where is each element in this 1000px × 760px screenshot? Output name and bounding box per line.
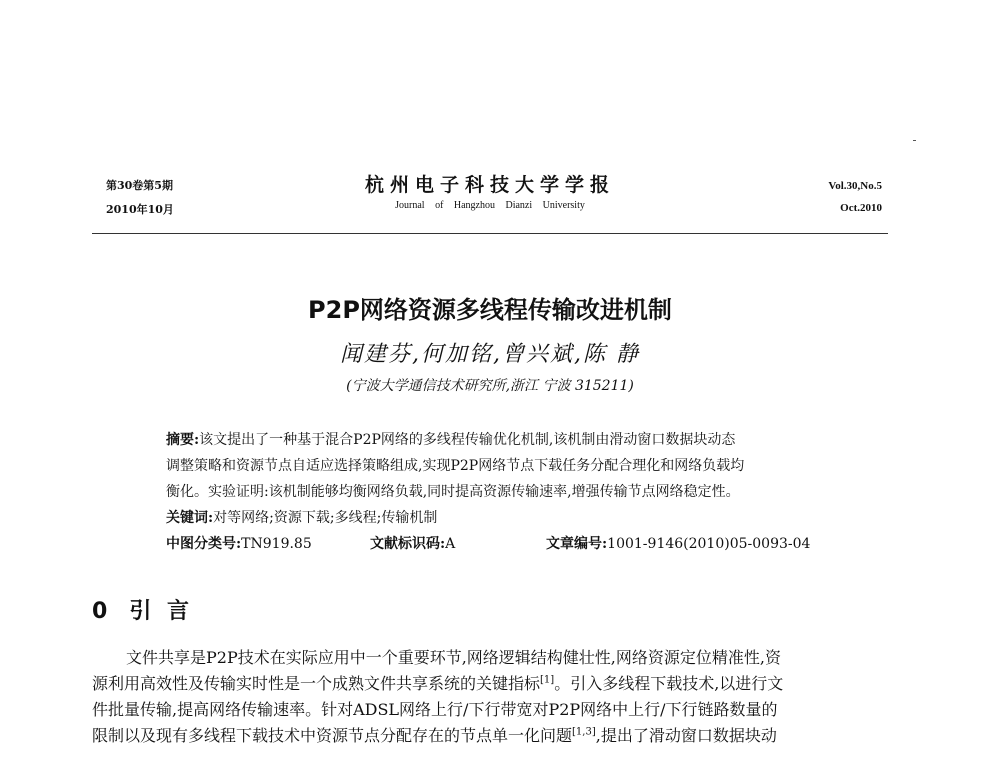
abstract-text: 该文提出了一种基于混合P2P网络的多线程传输优化机制,该机制由滑动窗口数据块动态 — [199, 432, 736, 448]
clc-number — [166, 534, 312, 554]
journal-title-cn: 杭州电子科技大学学报 — [364, 174, 615, 196]
body-text: 。引入多线程下载技术,以进行文 — [554, 674, 784, 693]
article-number — [546, 534, 810, 554]
body-line-3: 件批量传输,提高网络传输速率。针对ADSL网络上行/下行带宽对P2P网络中上行/下行链路数量的 — [92, 700, 778, 719]
keywords — [166, 508, 437, 528]
article-no-value: 1001-9146(2010)05-0093-04 — [607, 536, 811, 552]
journal-title-en: Journal of Hangzhou Dianzi University — [395, 200, 585, 211]
section-title: 引 言 — [129, 599, 193, 624]
doc-value: A — [445, 536, 456, 552]
abstract-line-2: 调整策略和资源节点自适应选择策略组成,实现P2P网络节点下载任务分配合理化和网络负载均 — [166, 458, 745, 474]
abstract-label: 摘要: — [166, 432, 200, 448]
doc-label: 文献标识码: — [370, 536, 446, 552]
keywords-text: 对等网络;资源下载;多线程;传输机制 — [213, 510, 438, 526]
article-authors: 闻建芬,何加铭,曾兴斌,陈 静 — [340, 342, 640, 367]
article-no-label: 文章编号: — [546, 536, 608, 552]
body-line-4 — [92, 723, 777, 749]
volume-issue-right: Vol.30,No.5 — [828, 180, 882, 192]
scan-mark — [913, 140, 916, 141]
article-title: P2P网络资源多线程传输改进机制 — [308, 296, 672, 324]
header-rule — [92, 233, 888, 234]
volume-issue-left: 第30卷第5期 — [106, 179, 173, 192]
body-text: 限制以及现有多线程下载技术中资源节点分配存在的节点单一化问题 — [92, 726, 573, 745]
citation-ref: [1] — [540, 674, 555, 686]
article-affiliation: (宁波大学通信技术研究所,浙江 宁波 315211) — [346, 378, 634, 394]
abstract-line-1 — [166, 430, 735, 450]
date-right: Oct.2010 — [840, 202, 882, 214]
body-line-2 — [92, 671, 783, 697]
body-text: 源利用高效性及传输实时性是一个成熟文件共享系统的关键指标 — [92, 674, 541, 693]
section-number: 0 — [92, 599, 112, 624]
date-left: 2010年10月 — [106, 203, 174, 216]
clc-value: TN919.85 — [241, 536, 312, 552]
citation-ref: [1,3] — [572, 726, 596, 738]
abstract-line-3: 衡化。实验证明:该机制能够均衡网络负载,同时提高资源传输速率,增强传输节点网络稳定性。 — [166, 484, 740, 500]
clc-label: 中图分类号: — [166, 536, 242, 552]
keywords-label: 关键词: — [166, 510, 214, 526]
document-code — [370, 534, 455, 554]
section-heading — [92, 594, 193, 625]
body-line-1: 文件共享是P2P技术在实际应用中一个重要环节,网络逻辑结构健壮性,网络资源定位精准性,资 — [126, 648, 781, 667]
body-text: ,提出了滑动窗口数据块动 — [595, 726, 777, 745]
